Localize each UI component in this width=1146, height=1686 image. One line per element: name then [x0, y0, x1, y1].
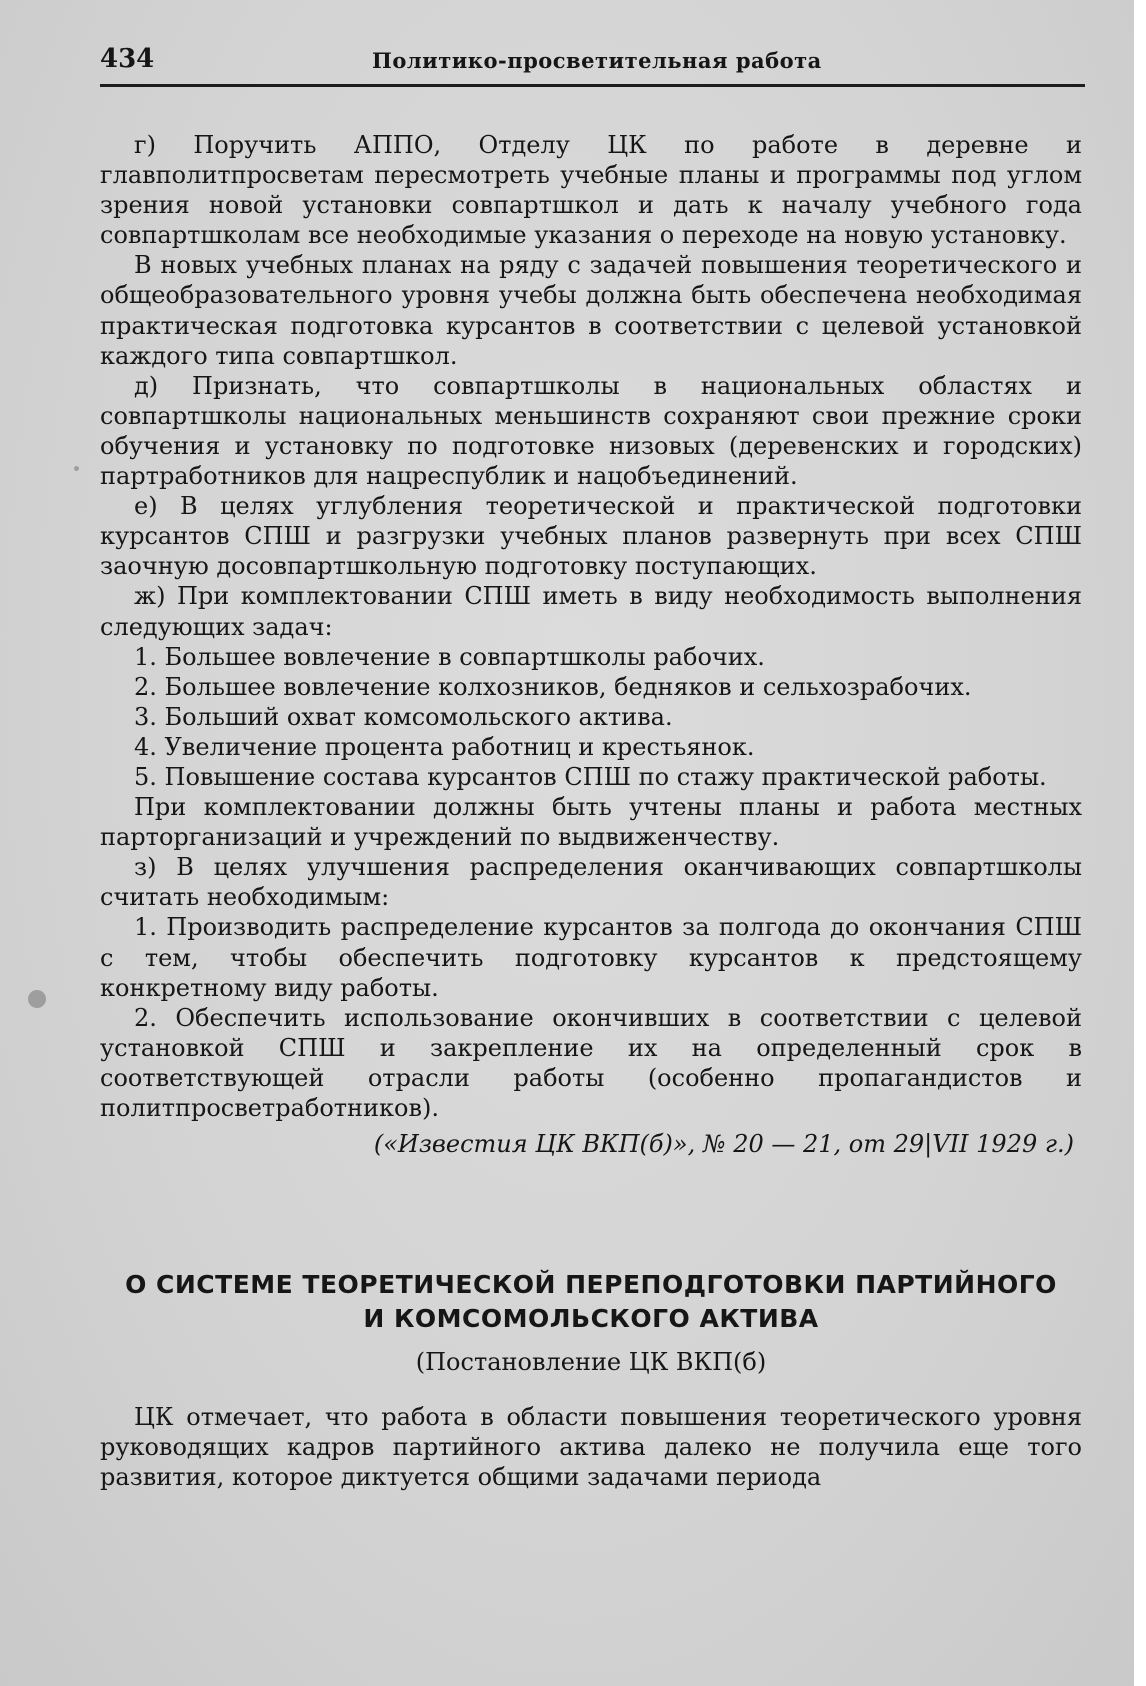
running-title: Политико-просветительная работа	[372, 48, 822, 73]
page-edge	[1134, 0, 1140, 1686]
section-title-line-2: И КОМСОМОЛЬСКОГО АКТИВА	[363, 1304, 819, 1333]
section-title-line-1: О СИСТЕМЕ ТЕОРЕТИЧЕСКОЙ ПЕРЕПОДГОТОВКИ ПАРТИЙНОГО	[125, 1270, 1057, 1299]
section-title	[96, 1268, 1086, 1336]
list-item: 2. Обеспечить использование окончивших в соответствии с целевой установкой СПШ и закрепление их на определенный срок в соответствующей отрасли работы (особенно пропагандистов и политпросветработников).	[100, 1003, 1082, 1122]
list-item: 5. Повышение состава курсантов СПШ по стажу практической работы.	[134, 762, 1047, 791]
list-item: 4. Увеличение процента работниц и крестьянок.	[134, 732, 755, 761]
section-subtitle: (Постановление ЦК ВКП(б)	[415, 1348, 767, 1376]
list-item: 1. Производить распределение курсантов за полгода до окончания СПШ с тем, чтобы обеспечить подготовку курсантов к предстоящему конкретному виду работы.	[100, 913, 1082, 1002]
source-citation: («Известия ЦК ВКП(б)», № 20 — 21, от 29|VII 1929 г.)	[373, 1130, 1074, 1159]
margin-speck	[74, 466, 79, 471]
section-first-paragraph: ЦК отмечает, что работа в области повышения теоретического уровня руководящих кадров партийного актива далеко не получила еще того развития, которое диктуется общими задачами периода	[100, 1403, 1082, 1492]
main-text	[100, 130, 1082, 1159]
list-item: 1. Большее вовлечение в совпартшколы рабочих.	[134, 642, 765, 671]
section-body	[100, 1402, 1082, 1492]
page-header	[100, 44, 1085, 87]
list-item: 3. Больший охват комсомольского актива.	[134, 702, 673, 731]
paragraph-recruitment: При комплектовании должны быть учтены планы и работа местных парторганизаций и учреждений по выдвиженчеству.	[100, 793, 1082, 852]
page-number: 434	[100, 44, 155, 74]
paragraph-z: з) В целях улучшения распределения оканчивающих совпартшколы считать необходимым:	[100, 853, 1082, 912]
paragraph-d: д) Признать, что совпартшколы в национальных областях и совпартшколы национальных меньшинств сохраняют свои прежние сроки обучения и установку по подготовке низовых (деревенских и городских) партработников для нацреспублик и нацобъединений.	[100, 371, 1082, 491]
list-item: 2. Большее вовлечение колхозников, бедняков и сельхозрабочих.	[134, 672, 972, 701]
margin-blot	[28, 990, 46, 1008]
paragraph-e: е) В целях углубления теоретической и практической подготовки курсантов СПШ и разгрузки учебных планов развернуть при всех СПШ заочную досовпартшкольную подготовку поступающих.	[100, 492, 1082, 581]
paragraph-g: г) Поручить АППО, Отделу ЦК по работе в деревне и главполитпросветам пересмотреть учебные планы и программы под углом зрения новой установки совпартшкол и дать к началу учебного года совпартшколам все необходимые указания о переходе на новую установку.	[100, 131, 1082, 250]
paragraph-zh: ж) При комплектовании СПШ иметь в виду необходимость выполнения следующих задач:	[100, 582, 1082, 641]
paragraph-curricula: В новых учебных планах на ряду с задачей повышения теоретического и общеобразовательного уровня учебы должна быть обеспечена необходимая практическая подготовка курсантов в соответствии с целевой установкой каждого типа совпартшкол.	[100, 251, 1082, 370]
